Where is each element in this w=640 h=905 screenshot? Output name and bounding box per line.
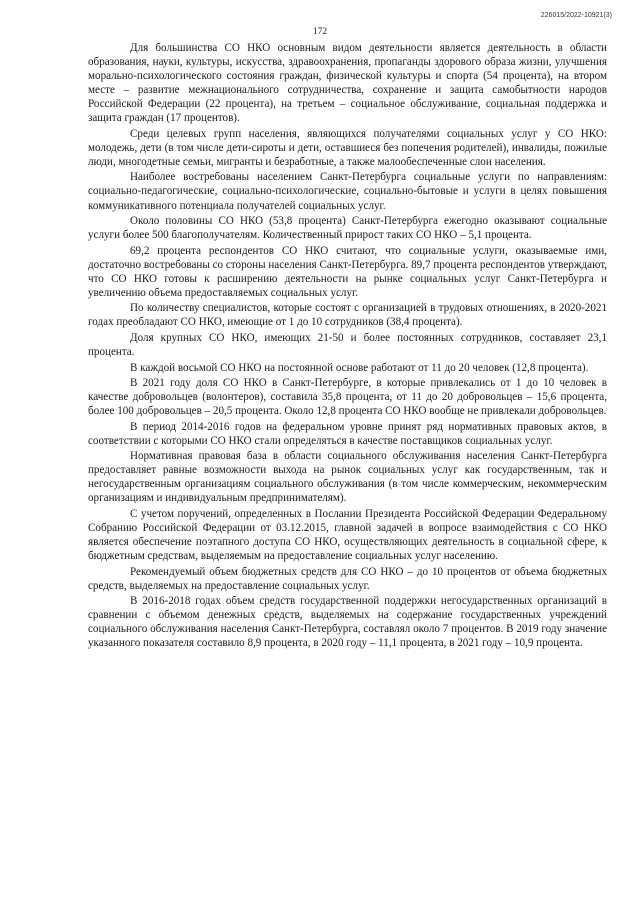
paragraph-every-eighth: В каждой восьмой СО НКО на постоянной основе работают от 11 до 20 человек (12,8 процента). [130,361,589,374]
document-body [88,41,607,652]
paragraph-federal-acts: В период 2014-2016 годов на федеральном уровне принят ряд нормативных правовых актов, в соответствии с которыми СО НКО стали определяться в качестве поставщиков социальных услуг. [88,420,607,447]
paragraph-large-nko: Доля крупных СО НКО, имеющих 21-50 и более постоянных сотрудников, составляет 23,1 процента. [88,331,607,358]
paragraph-demanded-services: Наиболее востребованы населением Санкт-Петербурга социальные услуги по направлениям: социально-педагогические, социально-психологические, социально-бытовые и услуги в целях повышения коммуникативного потенциала получателей социальных услуг. [88,171,607,212]
paragraph-beneficiaries: Около половины СО НКО (53,8 процента) Санкт-Петербурга ежегодно оказывают социальные услуги более 500 благополучателям. Количественный прирост таких СО НКО – 5,1 процента. [88,215,607,242]
paragraph-presidential-address: С учетом поручений, определенных в Послании Президента Российской Федерации Федеральному Собранию Российской Федерации от 03.12.2015, главной задачей в вопросе взаимодействия с СО НКО является обеспечение поэтапного доступа СО НКО, осуществляющих деятельность в социальной сфере, к бюджетным средствам, выделяемым на предоставление социальных услуг населению. [88,508,607,563]
paragraph-specialists: По количеству специалистов, которые состоят с организацией в трудовых отношениях, в 2020-2021 годах преобладают СО НКО, имеющие от 1 до 10 сотрудников (38,4 процента). [88,302,607,329]
paragraph-respondents: 69,2 процента респондентов СО НКО считают, что социальные услуги, оказываемые ими, достаточно востребованы со стороны населения Санкт-Петербурга. 89,7 процента респондентов утверждают, что СО НКО готовы к расширению деятельности на рынке социальных услуг Санкт-Петербурга и увеличению объема предоставляемых социальных услуг. [88,244,607,299]
paragraph-activity-types: Для большинства СО НКО основным видом деятельности является деятельность в области образования, науки, культуры, искусства, здравоохранения, пропаганды здорового образа жизни, улучшения морально-психологического состояния граждан, физической культуры и спорта (54 процента), на втором месте – развитие межнационального сотрудничества, сохранение и защита самобытности народов Российской Федерации (22 процента), на третьем – социальное обслуживание, социальная поддержка и защита граждан (17 процентов). [88,42,607,125]
paragraph-legal-base: Нормативная правовая база в области социального обслуживания населения Санкт-Петербурга предоставляет равные возможности выхода на рынок социальных услуг как государственным, так и негосударственным организациям социального обслуживания (в том числе коммерческим, некоммерческим организациям и индивидуальным предпринимателям). [88,450,607,505]
paragraph-volunteers: В 2021 году доля СО НКО в Санкт-Петербурге, в которые привлекались от 1 до 10 человек в качестве добровольцев (волонтеров), составила 35,8 процента, от 11 до 20 добровольцев – 15,6 процента, более 100 добровольцев – 20,5 процента. Около 12,8 процента СО НКО вообще не привлекали добровольцев. [88,377,607,418]
page-number: 172 [312,27,328,37]
paragraph-recommended-budget: Рекомендуемый объем бюджетных средств для СО НКО – до 10 процентов от объема бюджетных средств, выделяемых на предоставление социальных услуг. [88,565,607,592]
paragraph-target-groups: Среди целевых групп населения, являющихся получателями социальных услуг у СО НКО: молодежь, дети (в том числе дети-сироты и дети, оставшиеся без попечения родителей), инвалиды, пожилые люди, многодетные семьи, мигранты и безработные, а также малообеспеченные слои населения. [88,127,607,168]
paragraph-state-support: В 2016-2018 годах объем средств государственной поддержки негосударственных организаций в сравнении с объемом денежных средств, выделяемых на содержание государственных учреждений социального обслуживания населения Санкт-Петербурга, составлял около 7 процентов. В 2019 году значение указанного показателя составило 8,9 процента, в 2020 году – 11,1 процента, в 2021 году – 10,9 процента. [88,595,607,650]
document-registration-number: 226015/2022-10921(3) [540,12,612,19]
